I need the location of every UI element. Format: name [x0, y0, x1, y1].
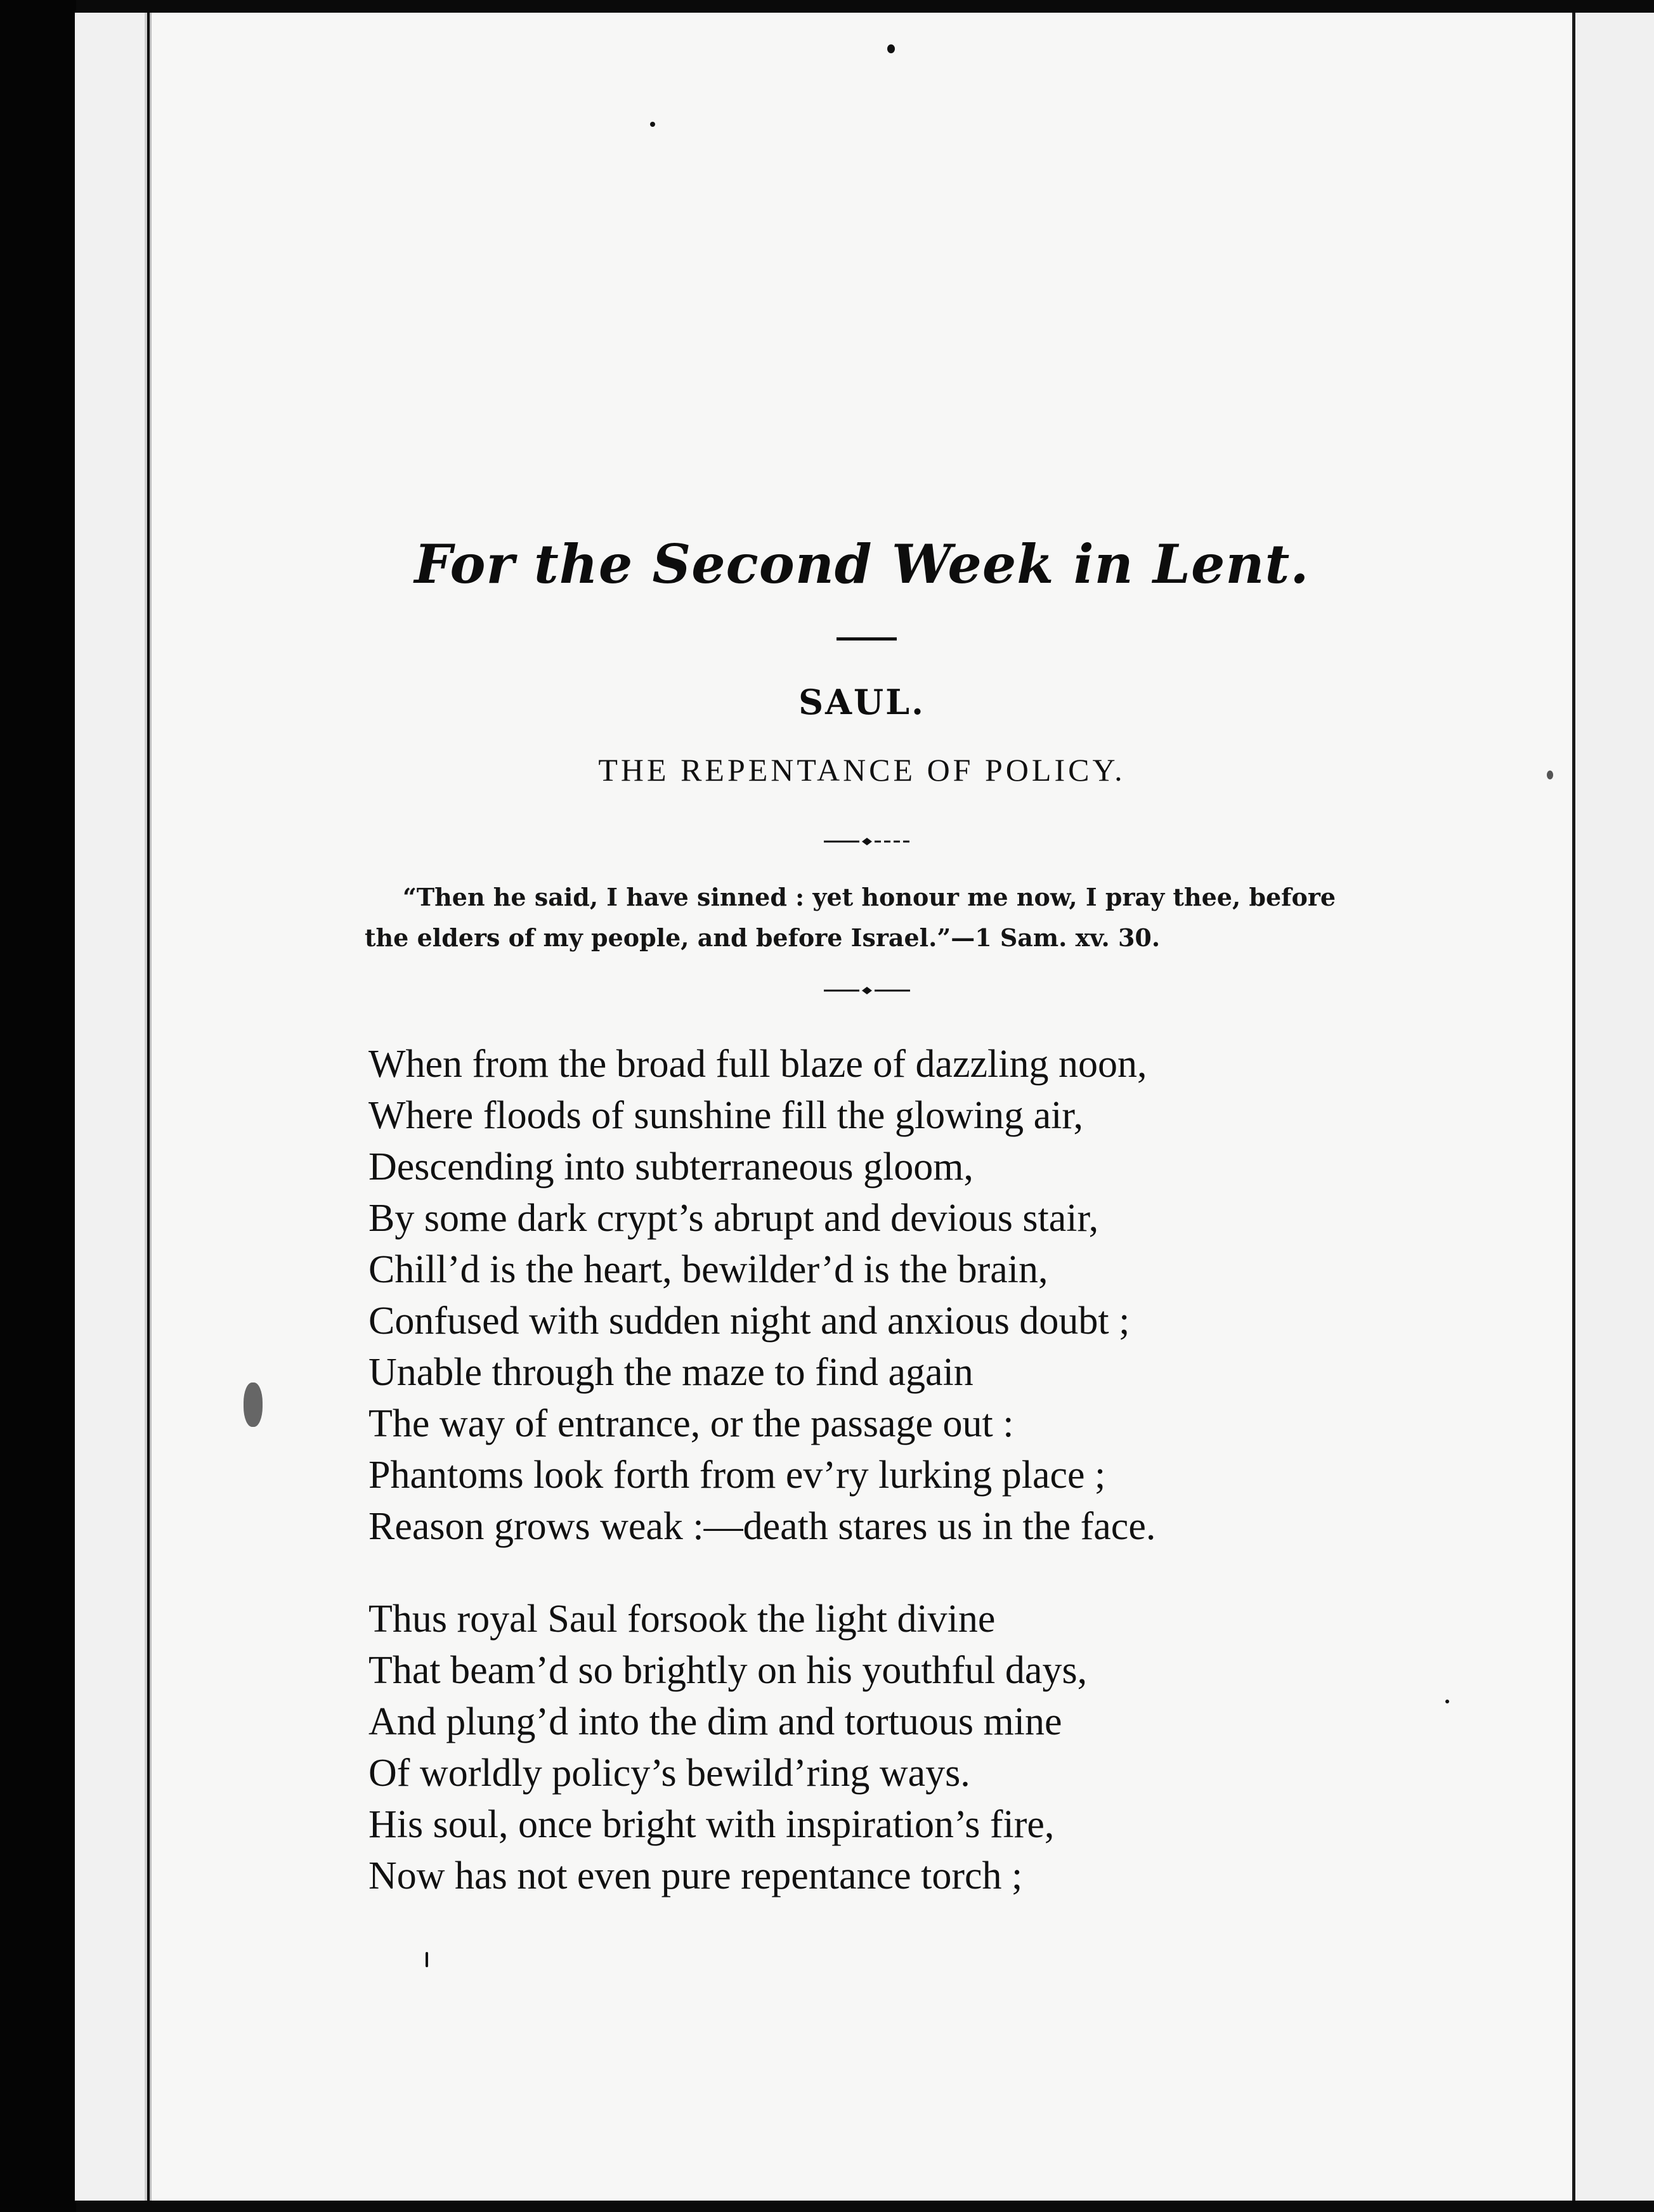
ink-speck: [650, 122, 655, 127]
poem-line: Confused with sudden night and anxious doubt ;: [368, 1299, 1130, 1343]
poem-line: Now has not even pure repentance torch ;: [368, 1854, 1023, 1897]
ink-speck: [426, 1952, 428, 1967]
ornament-divider-top: [823, 835, 911, 848]
poem-stanza-1: [368, 1039, 1156, 1552]
poem-subtitle: THE REPENTANCE OF POLICY.: [598, 752, 1126, 788]
scan-left-margin: [0, 0, 76, 2212]
scan-facing-page-edge: [1573, 13, 1654, 2201]
ink-speck: [1445, 1700, 1449, 1703]
scan-cover-edge: [75, 13, 147, 2201]
epigraph-line: “Then he said, I have sinned : yet honour me now, I pray thee, before: [403, 883, 1336, 911]
poem-stanza-2: [368, 1594, 1087, 1902]
book-page: [150, 13, 1575, 2201]
poem-line: His soul, once bright with inspiration’s fire,: [368, 1803, 1055, 1846]
poem-line: The way of entrance, or the passage out :: [368, 1402, 1014, 1445]
poem-line: And plung’d into the dim and tortuous mine: [368, 1700, 1062, 1743]
poem-line: Of worldly policy’s bewild’ring ways.: [368, 1752, 970, 1795]
poem-line: Where floods of sunshine fill the glowing air,: [368, 1094, 1084, 1137]
epigraph-line: the elders of my people, and before Israel.”—1 Sam. xv. 30.: [365, 923, 1161, 952]
heading-rule: [837, 637, 897, 641]
section-heading: For the Second Week in Lent.: [414, 533, 1310, 595]
ink-speck: [887, 44, 895, 53]
ink-smudge: [244, 1382, 263, 1427]
poem-line: That beam’d so brightly on his youthful days,: [368, 1649, 1088, 1692]
poem-title: SAUL.: [798, 682, 925, 722]
poem-line: By some dark crypt’s abrupt and devious stair,: [368, 1197, 1099, 1240]
poem-line: Reason grows weak :—death stares us in the face.: [368, 1505, 1156, 1548]
poem-line: Phantoms look forth from ev’ry lurking place ;: [368, 1454, 1106, 1497]
ornament-divider-bottom: [823, 984, 911, 997]
poem-line: Descending into subterraneous gloom,: [368, 1145, 974, 1188]
poem-line: Thus royal Saul forsook the light divine: [368, 1597, 996, 1641]
epigraph: [365, 877, 1570, 958]
poem-line: When from the broad full blaze of dazzling noon,: [368, 1043, 1147, 1086]
poem-line: Chill’d is the heart, bewilder’d is the brain,: [368, 1248, 1048, 1291]
poem-line: Unable through the maze to find again: [368, 1351, 974, 1394]
